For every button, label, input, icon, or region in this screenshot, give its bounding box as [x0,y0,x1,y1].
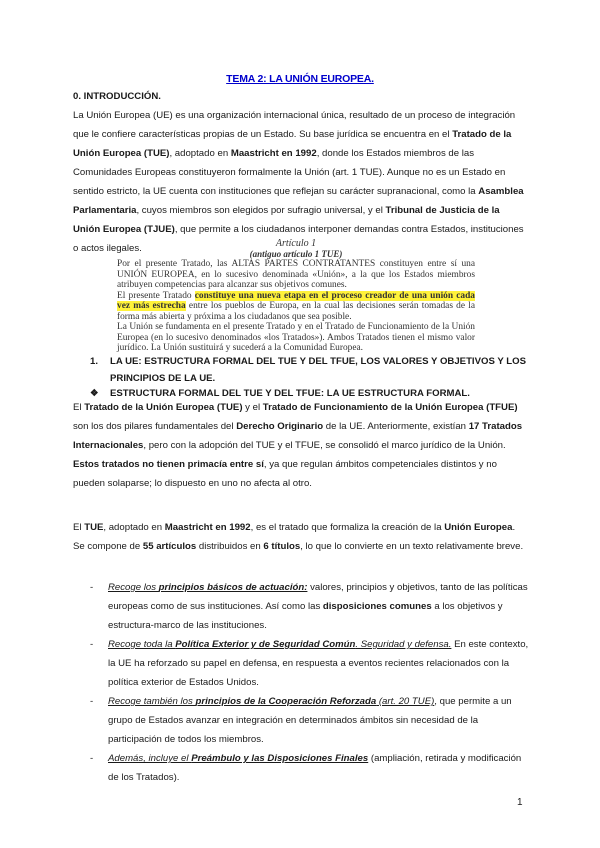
para-text: y el [242,402,263,413]
intro-text: , adoptado en [169,148,231,159]
intro-text: , que permite a los ciudadanos interponer demandas contra Estados, instituciones o actos ilegales. [73,224,524,254]
intro-bold-tue: Tratado de la Unión Europea (TUE) [73,129,512,159]
list-item-lead [108,639,451,650]
para-text: distribuidos en [196,541,264,552]
lead-bold: principios de la Cooperación Reforzada [195,696,377,707]
list-item-text: valores, principios y objetivos, tanto de las políticas europeas como de sus instituciones. Así como las [108,582,528,612]
lead-bold: principios básicos de actuación: [158,582,308,593]
section-2-text: ESTRUCTURA FORMAL DEL TUE Y DEL TFUE: LA UE ESTRUCTURA FORMAL. [110,388,470,399]
article-paragraph-2 [117,291,475,323]
section-1-heading [90,353,535,387]
para-bold: 6 títulos [263,541,301,552]
list-item-lead [108,753,368,764]
list-item-text: En este contexto, la UE ha reforzado su papel en defensa, en respuesta a eventos recientes relacionados con la política exterior de Estados Unidos. [108,639,529,688]
list-item [90,578,530,635]
article-text: entre los pueblos de Europa, en la cual las decisiones serán tomadas de la forma más abierta y próxima a los ciudadanos que sea posible. [117,301,475,322]
list-item-text: a los objetivos y estructura-marco de las instituciones. [108,601,503,631]
page-title: TEMA 2: LA UNIÓN EUROPEA. [226,73,374,85]
para-text: , lo que lo convierte en un texto relativamente breve. [300,541,524,552]
para-text: de la UE. Anteriormente, existían [323,421,469,432]
list-item [90,749,530,787]
para-bold: Unión Europea [444,522,513,533]
lead-text: Recoge toda la [108,639,176,650]
lead-text: Recoge los [108,582,159,593]
lead-bold: Preámbulo y las Disposiciones Finales [191,753,369,764]
dash-bullet: - [90,639,94,650]
lead-bold: Política Exterior y de Seguridad Común [175,639,356,650]
list-item-text: , que permite a un grupo de Estados avanzar en integración en determinados ámbitos sin necesidad de la participación de todos los miembros. [108,696,512,745]
paragraph-tratados [73,398,528,493]
para-text: El [73,402,85,413]
para-bold: 17 Tratados Internacionales [73,421,523,451]
diamond-bullet-icon: ❖ [90,388,99,399]
intro-section [73,87,528,258]
article-title: Artículo 1 [275,238,317,249]
para-bold: Tratado de la Unión Europea (TUE) [84,402,243,413]
lead-text: Recoge también los [108,696,196,707]
list-item-lead [108,696,434,707]
list-item [90,692,530,749]
lead-text: . Seguridad y defensa. [355,639,452,650]
para-bold: 55 artículos [142,541,197,552]
dash-bullet: - [90,582,94,593]
para-bold: TUE [84,522,104,533]
section-1-text: LA UE: ESTRUCTURA FORMAL DEL TUE Y DEL TFUE, LOS VALORES Y OBJETIVOS Y LOS PRINCIPIOS DE LA UE. [110,356,526,384]
para-bold: Maastricht en 1992 [164,522,251,533]
article-paragraph-1: Por el presente Tratado, las ALTAS PARTES CONTRATANTES constituyen entre sí una UNIÓN EUROPEA, en lo sucesivo denominada «Unión», a la que los Estados miembros atribuyen competencias para alcanzar sus objetivos comunes. [117,259,475,290]
lead-text: (art. 20 TUE) [376,696,435,707]
para-bold: Tratado de Funcionamiento de la Unión Europea (TFUE) [262,402,518,413]
para-text: , pero con la adopción del TUE y el TFUE, se consolidó el marco jurídico de la Unión. [143,440,506,451]
list-item-lead [108,582,307,593]
para-text: , ya que regulan ámbitos competenciales distintos y no pueden solaparse; lo dispuesto en uno no afecta al otro. [73,459,497,489]
intro-paragraph [73,106,528,258]
page-number: 1 [517,797,523,808]
dash-bullet: - [90,753,94,764]
list-item [90,635,530,692]
para-text: . Se compone de [73,522,516,552]
para-text: son los dos pilares fundamentales del [73,421,237,432]
para-text: , adoptado en [103,522,165,533]
lead-text: Además, incluye el [108,753,192,764]
article-paragraph-3: La Unión se fundamenta en el presente Tratado y en el Tratado de Funcionamiento de la Unión Europea (en lo sucesivo denominados «los Tratados»). Ambos Tratados tienen el mismo valor jurídico. La Unión sustituirá y sucederá a la Comunidad Europea. [117,322,475,353]
para-text: El [73,522,85,533]
intro-bold-tjue: Tribunal de Justicia de la Unión Europea (TJUE) [73,205,500,235]
paragraph-tue [73,518,528,556]
intro-heading: 0. INTRODUCCIÓN. [73,91,161,102]
para-bold: Derecho Originario [236,421,324,432]
para-bold: Estos tratados no tienen primacía entre sí [73,459,264,470]
list-item-text: (ampliación, retirada y modificación de los Tratados). [108,753,522,783]
article-text: El presente Tratado [117,290,195,301]
intro-text: La Unión Europea (UE) es una organización internacional única, resultado de un proceso de integración que le confiere características propias de un Estado. Su base jurídica se encuentra en el [73,110,516,140]
intro-text: , donde los Estados miembros de las Comunidades Europeas constituyeron formalmente la Unión (art. 1 TUE). Aunque no es un Estado en sentido estricto, la UE cuenta con instituciones que reflejan su carácter supranacional, como la [73,148,506,197]
intro-bold-asamblea: Asamblea Parlamentaria [73,186,524,216]
article-subtitle: (antiguo artículo 1 TUE) [249,249,343,259]
section-1-number: 1. [90,356,99,367]
intro-bold-maastricht: Maastricht en 1992 [230,148,317,159]
list-item-bold: disposiciones comunes [322,601,432,612]
article-highlight: constituye una nueva etapa en el proceso creador de una unión cada vez más estrecha [117,290,475,311]
tue-content-list [90,578,530,787]
para-text: , es el tratado que formaliza la creación de la [250,522,445,533]
intro-text: , cuyos miembros son elegidos por sufragio universal, y el [136,205,386,216]
article-excerpt-image [117,238,475,354]
dash-bullet: - [90,696,94,707]
